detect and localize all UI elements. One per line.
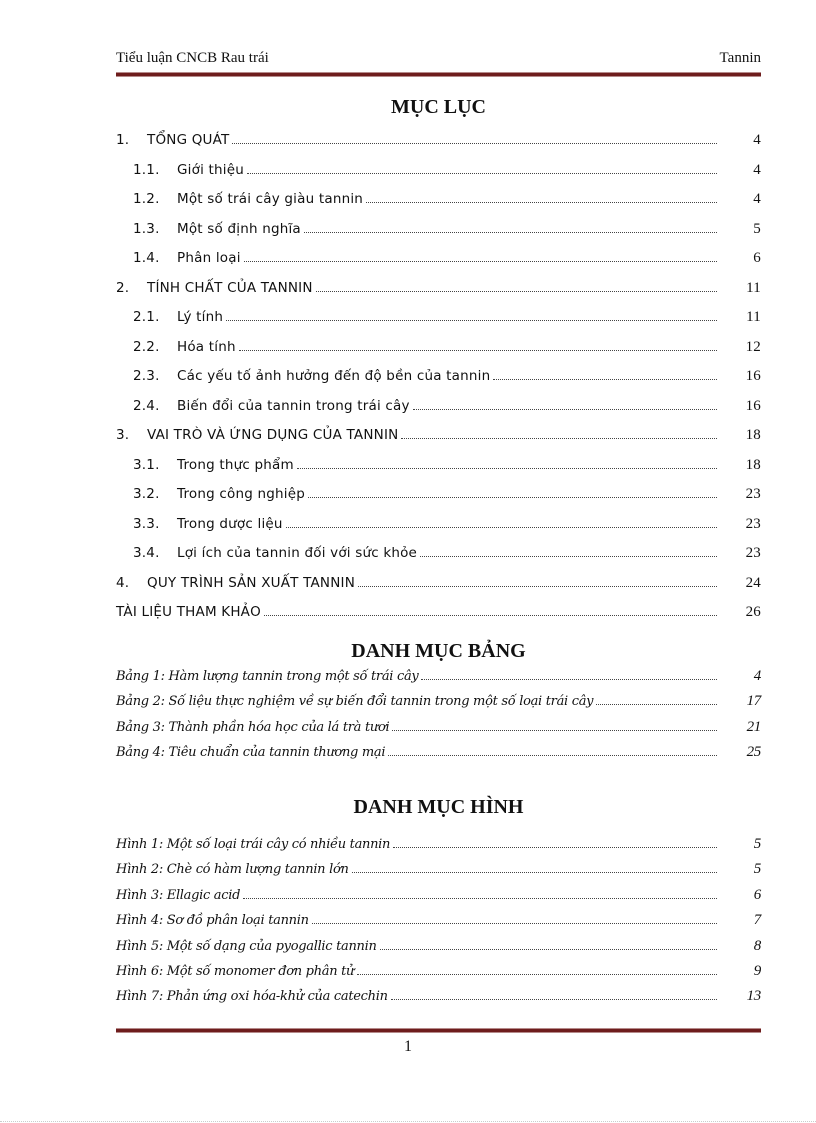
entry-page-number: 16 [745,397,761,414]
figures-entry[interactable] [116,836,761,861]
toc-entry[interactable] [116,221,761,251]
entry-page-number: 9 [753,962,761,979]
dot-leader [308,497,717,498]
tables-list [116,668,761,770]
dot-leader [401,438,717,439]
toc-entry[interactable] [116,250,761,280]
page-number: 1 [404,1038,412,1055]
entry-page-number: 23 [745,515,761,532]
toc-entry[interactable] [116,339,761,369]
figures-entry[interactable] [116,963,761,988]
dot-leader [316,291,717,292]
dot-leader [312,923,717,924]
dot-leader [247,173,717,174]
toc-entry[interactable] [116,162,761,192]
toc-entry[interactable] [116,545,761,575]
entry-number: 1.2. [133,191,160,207]
tables-entry[interactable] [116,693,761,718]
entry-number: 3.2. [133,486,160,502]
entry-number: 2.1. [133,309,160,325]
dot-leader [366,202,717,203]
dot-leader [226,320,717,321]
entry-label: VAI TRÒ VÀ ỨNG DỤNG CỦA TANNIN [147,427,399,443]
entry-page-number: 21 [746,718,761,735]
entry-number: 2.3. [133,368,160,384]
entry-number: 3.3. [133,515,160,532]
dot-leader [232,143,717,144]
entry-page-number: 17 [746,693,761,710]
dot-leader [388,755,717,756]
toc-entry[interactable] [116,191,761,221]
dot-leader [420,556,717,557]
entry-page-number: 8 [753,937,761,954]
dot-leader [421,679,717,680]
entry-number: 2.4. [133,397,160,414]
entry-page-number: 6 [753,886,761,903]
entry-label: Hình 4: Sơ đồ phân loại tannin [116,913,309,929]
entry-number: 1.3. [133,220,160,237]
figures-entry[interactable] [116,938,761,963]
dot-leader [392,730,717,731]
dot-leader [352,872,717,873]
entry-label: Lợi ích của tannin đối với sức khỏe [177,545,418,561]
figures-list [116,836,761,1014]
dot-leader [493,379,717,380]
toc-title: MỤC LỤC [391,96,486,118]
toc-entry[interactable] [116,457,761,487]
toc-entry[interactable] [116,486,761,516]
entry-page-number: 4 [753,132,761,148]
entry-label: TÀI LIỆU THAM KHẢO [116,604,261,620]
figures-entry[interactable] [116,988,761,1013]
entry-page-number: 18 [745,427,761,443]
entry-page-number: 5 [753,861,761,878]
entry-page-number: 26 [745,604,761,620]
figures-title: DANH MỤC HÌNH [353,796,524,818]
toc-entry[interactable] [116,132,761,162]
dot-leader [393,847,717,848]
entry-page-number: 23 [745,486,761,502]
toc-entry[interactable] [116,604,761,634]
entry-label: Bảng 4: Tiêu chuẩn của tannin thương mại [116,745,386,761]
entry-label: Các yếu tố ảnh hưởng đến độ bền của tannin [177,368,491,384]
dot-leader [239,350,717,351]
entry-label: Giới thiệu [177,161,244,178]
tables-title: DANH MỤC BẢNG [351,640,526,662]
toc-entry[interactable] [116,516,761,546]
toc-entry[interactable] [116,575,761,605]
entry-page-number: 24 [745,574,761,591]
footer-rule [116,1028,761,1033]
entry-label: Trong công nghiệp [177,486,305,502]
dot-leader [358,586,717,587]
dot-leader [244,261,717,262]
entry-page-number: 5 [753,220,761,237]
entry-page-number: 12 [745,338,761,355]
entry-label: QUY TRÌNH SẢN XUẤT TANNIN [147,574,356,591]
toc-entry[interactable] [116,427,761,457]
dot-leader [596,704,717,705]
entry-page-number: 11 [746,309,761,325]
entry-page-number: 23 [745,545,761,561]
dot-leader [357,974,717,975]
entry-page-number: 6 [753,250,761,266]
entry-label: Biến đổi của tannin trong trái cây [177,397,410,414]
entry-label: Hình 5: Một số dạng của pyogallic tannin [116,938,377,954]
entry-label: Trong dược liệu [177,515,283,532]
entry-number: 3. [116,427,130,443]
entry-label: Hình 6: Một số monomer đơn phân tử [116,963,355,979]
toc-entry[interactable] [116,309,761,339]
figures-entry[interactable] [116,887,761,912]
page-break-line [0,1121,816,1122]
entry-page-number: 25 [746,744,761,761]
entry-page-number: 4 [753,191,761,207]
entry-number: 1.4. [133,250,160,266]
figures-entry[interactable] [116,861,761,886]
entry-label: Lý tính [177,309,224,325]
entry-number: 4. [116,574,130,591]
entry-label: Hình 1: Một số loại trái cây có nhiều tannin [116,837,391,852]
entry-page-number: 7 [753,912,761,929]
entry-label: Một số trái cây giàu tannin [177,191,364,207]
entry-label: Hình 3: Ellagic acid [116,887,241,903]
tables-entry[interactable] [116,719,761,744]
entry-number: 2.2. [133,338,160,355]
entry-page-number: 13 [746,988,761,1005]
entry-page-number: 4 [753,668,761,684]
entry-label: TỔNG QUÁT [147,132,230,148]
entry-page-number: 18 [745,456,761,473]
page-header [116,50,761,70]
dot-leader [297,468,717,469]
header-right-title: Tannin [719,50,761,66]
entry-label: Phân loại [177,250,241,266]
entry-number: 3.4. [133,545,160,561]
dot-leader [243,898,717,899]
header-left-title: Tiểu luận CNCB Rau trái [116,50,269,66]
figures-entry[interactable] [116,912,761,937]
toc-list [116,132,761,634]
header-rule [116,72,761,77]
toc-entry[interactable] [116,368,761,398]
dot-leader [264,615,717,616]
entry-page-number: 4 [753,161,761,178]
entry-number: 2. [116,279,130,296]
tables-entry[interactable] [116,668,761,693]
entry-number: 3.1. [133,456,160,473]
entry-label: Bảng 2: Số liệu thực nghiệm về sự biến đổi tannin trong một số loại trái cây [116,694,594,710]
entry-page-number: 11 [746,279,761,296]
toc-entry[interactable] [116,280,761,310]
entry-page-number: 16 [745,368,761,384]
entry-label: Bảng 3: Thành phần hóa học của lá trà tươi [116,719,390,735]
entry-label: Bảng 1: Hàm lượng tannin trong một số trái cây [116,669,419,684]
entry-number: 1.1. [133,161,160,178]
dot-leader [286,527,717,528]
entry-label: Hóa tính [177,338,236,355]
dot-leader [391,999,717,1000]
entry-number: 1. [116,132,130,148]
dot-leader [413,409,717,410]
entry-label: Hình 2: Chè có hàm lượng tannin lớn [116,862,349,878]
entry-page-number: 5 [753,836,761,852]
entry-label: Hình 7: Phản ứng oxi hóa-khử của catechin [116,989,388,1005]
dot-leader [380,949,717,950]
entry-label: Một số định nghĩa [177,220,301,237]
toc-entry[interactable] [116,398,761,428]
entry-label: TÍNH CHẤT CỦA TANNIN [147,279,313,296]
dot-leader [304,232,717,233]
tables-entry[interactable] [116,744,761,769]
entry-label: Trong thực phẩm [177,456,294,473]
